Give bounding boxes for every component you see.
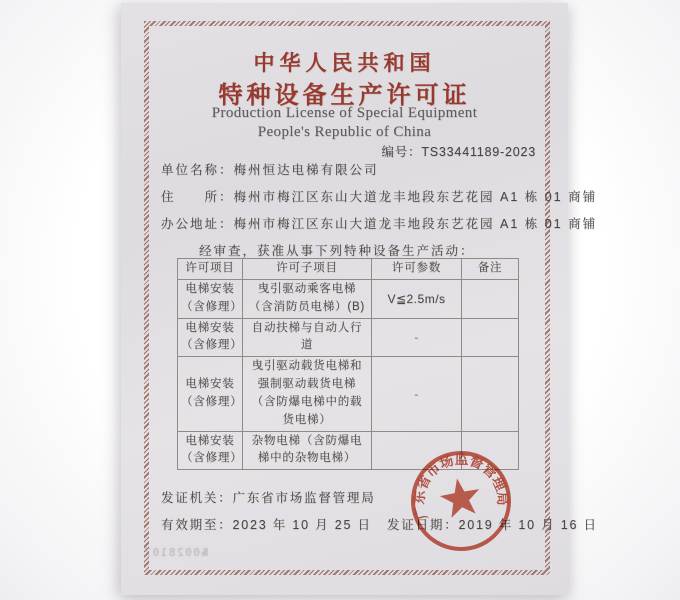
field-value: 梅州市梅江区东山大道龙丰地段东艺花园 A1 栋 01 商铺 [233, 217, 598, 231]
field-office-address [161, 214, 597, 232]
cell-subitem: 杂物电梯（含防爆电梯中的杂物电梯） [243, 431, 372, 470]
stamp-arc-text: 广东省市场监督管理局 [411, 451, 511, 522]
approval-statement: 经审查，获准从事下列特种设备生产活动： [199, 244, 475, 258]
cell-subitem: 曳引驱动乘客电梯（含消防员电梯）(B) [243, 280, 372, 319]
issuer-line [161, 488, 376, 506]
field-residence [161, 187, 597, 205]
field-company-name [161, 160, 379, 178]
cell-item: 电梯安装（含修理） [178, 431, 243, 470]
table-header-row [178, 259, 519, 280]
title-license: 特种设备生产许可证 [218, 82, 471, 109]
license-number-value: TS33441189-2023 [421, 145, 536, 159]
cell-parameter: V≦2.5m/s [372, 280, 462, 319]
header-remarks: 备注 [462, 259, 519, 280]
title-country: 中华人民共和国 [253, 52, 436, 75]
cell-subitem: 自动扶梯与自动人行道 [243, 318, 372, 357]
cell-parameter: - [372, 318, 462, 357]
serial-bleedthrough: №0028107 [143, 546, 208, 559]
cell-subitem: 曳引驱动载货电梯和强制驱动载货电梯（含防爆电梯中的载货电梯） [243, 357, 372, 431]
cell-note [462, 318, 519, 357]
issue-date-label: 发证日期： [387, 518, 459, 532]
cell-parameter: - [372, 357, 462, 431]
field-value: 梅州市梅江区东山大道龙丰地段东艺花园 A1 栋 01 商铺 [233, 190, 598, 204]
valid-until-label: 有效期至： [161, 518, 233, 532]
issue-date-value: 2019 年 10 月 16 日 [458, 518, 598, 532]
stamp-star-icon [437, 475, 483, 519]
valid-until-value: 2023 年 10 月 25 日 [232, 518, 372, 532]
field-label: 办公地址： [161, 217, 234, 231]
issuer-value: 广东省市场监督管理局 [232, 491, 376, 505]
table-row [178, 280, 519, 319]
license-number-line [381, 142, 536, 160]
license-table [177, 258, 519, 470]
cell-item: 电梯安装（含修理） [178, 280, 243, 319]
cell-item: 电梯安装（含修理） [178, 357, 243, 431]
field-label: 单位名称： [161, 163, 234, 177]
header-permit-subitem: 许可子项目 [243, 259, 372, 280]
license-number-label: 编号： [381, 145, 422, 159]
cell-item: 电梯安装（含修理） [178, 318, 243, 357]
title-english-line1: Production License of Special Equipment [211, 105, 478, 121]
field-label: 住 所： [161, 190, 234, 204]
cell-note [462, 280, 519, 319]
table-row [178, 357, 519, 431]
field-value: 梅州恒达电梯有限公司 [233, 163, 379, 177]
cell-note [462, 357, 519, 431]
official-red-stamp [394, 434, 528, 568]
table-row [178, 318, 519, 357]
issuer-label: 发证机关： [161, 491, 233, 505]
valid-until-line [161, 515, 372, 533]
title-english-line2: People's Republic of China [257, 124, 432, 140]
certificate-paper [121, 3, 598, 595]
header-permit-parameter: 许可参数 [372, 259, 462, 280]
header-permit-item: 许可项目 [178, 259, 243, 280]
